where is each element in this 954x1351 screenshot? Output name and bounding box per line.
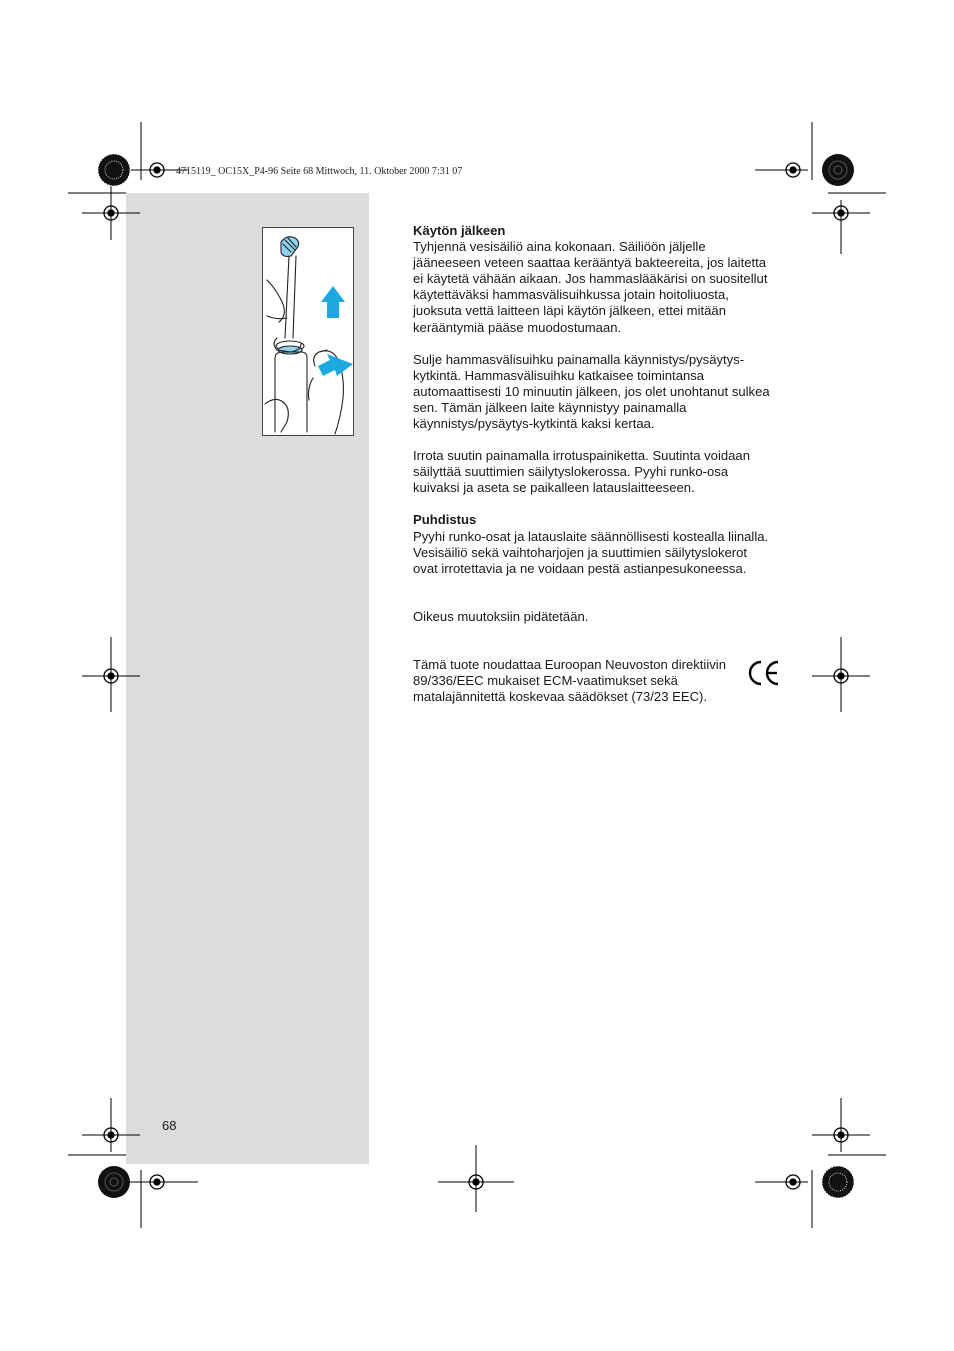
paragraph: Tyhjennä vesisäiliö aina kokonaan. Säiliöön jäljelle jääneeseen veteen saattaa kerääntyä bakteereita, jos laitetta ei käytetä vähään aikaan. Jos hammaslääkärisi on suositellut käytettäväksi hammasvälisuihkussa jotain hoitoliuosta, juoksuta vettä laitteen läpi käytön jälkeen, ettei mitään kerääntymiä pääse muodostumaan. xyxy=(413,239,768,335)
device-illustration xyxy=(262,227,354,436)
section-heading: Puhdistus xyxy=(413,512,477,528)
compliance-text: Tämä tuote noudattaa Euroopan Neuvoston direktiivin 89/336/EEC mukaiset ECM-vaatimukset sekä matalajännitettä koskevaa säädökset (73/23 EEC). xyxy=(413,656,726,705)
arrow-up-icon xyxy=(321,286,345,318)
arrow-press-icon xyxy=(318,354,353,376)
ce-mark-icon xyxy=(747,659,781,687)
paragraph: Pyyhi runko-osat ja latauslaite säännöllisesti kostealla liinalla. Vesisäiliö sekä vaihtoharjojen ja suuttimien säilytyslokerot ovat irrotettavia ja ne voidaan pestä astianpesukoneessa. xyxy=(413,528,769,576)
notice-text: Oikeus muutoksiin pidätetään. xyxy=(413,608,589,624)
page-number: 68 xyxy=(162,1118,177,1133)
paragraph: Irrota suutin painamalla irrotuspainiketta. Suutinta voidaan säilyttää suuttimien säilytyslokerossa. Pyyhi runko-osa kuivaksi ja aseta se paikalleen latauslaitteeseen. xyxy=(413,448,750,496)
section-heading: Käytön jälkeen xyxy=(413,223,506,238)
print-slug: 4715119_ OC15X_P4-96 Seite 68 Mittwoch, 11. Oktober 2000 7:31 07 xyxy=(176,166,463,177)
paragraph: Sulje hammasvälisuihku painamalla käynnistys/pysäytys-kytkintä. Hammasvälisuihku katkaisee toimintansa automaattisesti 10 minuutin jälkeen, jos olet unohtanut sulkea sen. Tämän jälkeen laite käynnistyy painamalla käynnistys/pysäytys-kytkintä kaksi kertaa. xyxy=(413,351,770,432)
compliance-block xyxy=(413,657,773,705)
main-content xyxy=(413,223,773,705)
